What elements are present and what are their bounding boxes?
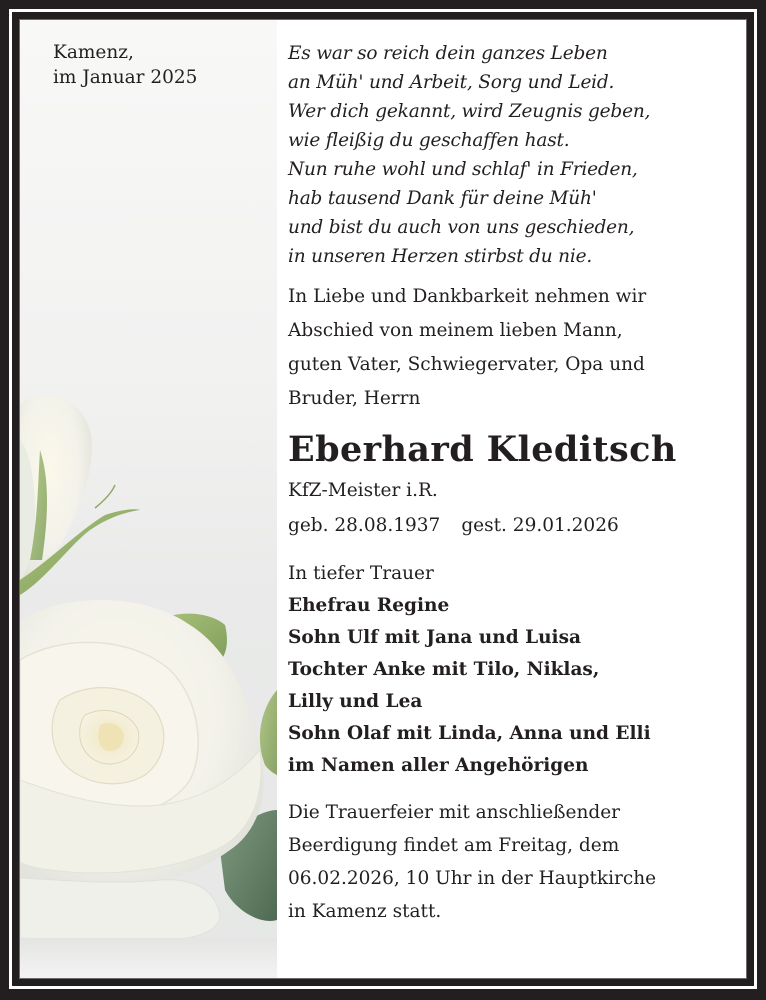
service-line: Beerdigung findet am Freitag, dem [288, 835, 620, 856]
mourner-entry: Lilly und Lea [288, 691, 423, 712]
poem-line: Nun ruhe wohl und schlaf' in Frieden, [288, 159, 638, 180]
deceased-profession: KfZ-Meister i.R. [288, 480, 438, 501]
mourner-entry: Sohn Ulf mit Jana und Luisa [288, 627, 581, 648]
notice-text-column [288, 39, 738, 928]
poem-line: hab tausend Dank für deine Müh' [288, 188, 597, 209]
mourners-heading: In tiefer Trauer [288, 563, 434, 584]
birth-date: geb. 28.08.1937 [288, 515, 441, 536]
intro-line: Abschied von meinem lieben Mann, [288, 320, 623, 341]
poem-line: wie fleißig du geschaffen hast. [288, 130, 570, 151]
mourner-entry: im Namen aller Angehörigen [288, 755, 589, 776]
poem-line: Es war so reich dein ganzes Leben [288, 43, 608, 64]
mourner-entry: Ehefrau Regine [288, 595, 450, 616]
white-roses-image [20, 20, 277, 978]
mourner-entry: Tochter Anke mit Tilo, Niklas, [288, 659, 600, 680]
poem-line: und bist du auch von uns geschieden, [288, 217, 635, 238]
mourners-list [288, 558, 738, 782]
intro-line: guten Vater, Schwiegervater, Opa und [288, 354, 645, 375]
funeral-service-info [288, 796, 738, 928]
life-dates [288, 511, 738, 541]
memorial-poem [288, 39, 738, 271]
deceased-name: Eberhard Kleditsch [288, 429, 677, 470]
white-roses-icon [20, 20, 277, 978]
poem-line: an Müh' und Arbeit, Sorg und Leid. [288, 72, 615, 93]
location-line: Kamenz, [53, 42, 134, 63]
poem-line: in unseren Herzen stirbst du nie. [288, 246, 593, 267]
date-line: im Januar 2025 [53, 67, 198, 88]
place-and-date [53, 40, 197, 90]
farewell-intro [288, 280, 738, 416]
service-line: Die Trauerfeier mit anschließender [288, 802, 621, 823]
intro-line: In Liebe und Dankbarkeit nehmen wir [288, 286, 647, 307]
obituary-notice [19, 19, 747, 979]
death-date: gest. 29.01.2026 [461, 515, 619, 536]
intro-line: Bruder, Herrn [288, 388, 421, 409]
service-line: 06.02.2026, 10 Uhr in der Hauptkirche [288, 868, 657, 889]
mourner-entry: Sohn Olaf mit Linda, Anna und Elli [288, 723, 651, 744]
service-line: in Kamenz statt. [288, 901, 442, 922]
poem-line: Wer dich gekannt, wird Zeugnis geben, [288, 101, 651, 122]
